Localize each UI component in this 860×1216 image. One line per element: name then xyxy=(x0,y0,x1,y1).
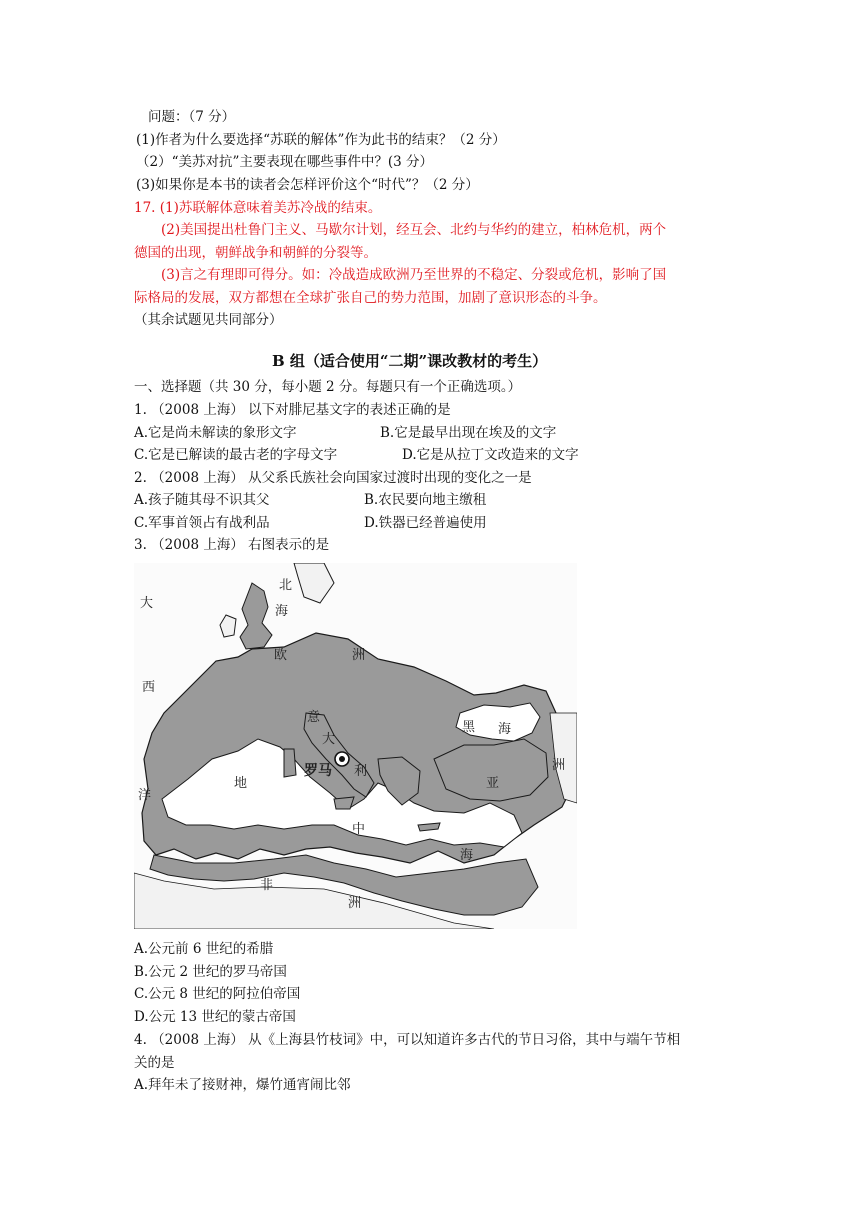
q2-option-a: A.孩子随其母不识其父 xyxy=(134,492,270,508)
roman-empire-map xyxy=(134,563,577,929)
q1-option-c: C.它是已解读的最古老的字母文字 xyxy=(134,447,338,463)
map-label-hei: 黑 xyxy=(462,720,476,735)
map-label-zhou-asia: 洲 xyxy=(552,758,566,773)
q3-stem: 3. （2008 上海） 右图表示的是 xyxy=(134,537,330,553)
map-label-li: 利 xyxy=(354,764,368,779)
q17-item-2: （2）“美苏对抗”主要表现在哪些事件中？(3 分） xyxy=(136,154,434,170)
q17-answer-2: (2)美国提出杜鲁门主义、马歇尔计划，经互会、北约与华约的建立，柏林危机，两个 xyxy=(161,222,667,238)
q2-option-b: B.农民要向地主缴租 xyxy=(364,492,487,508)
section-b-intro: 一、选择题（共 30 分，每小题 2 分。每题只有一个正确选项。） xyxy=(134,379,522,395)
q17-item-1: (1)作者为什么要选择“苏联的解体”作为此书的结束？（2 分） xyxy=(136,132,506,148)
q1-stem: 1. （2008 上海） 以下对腓尼基文字的表述正确的是 xyxy=(134,402,451,418)
q17-answer-4: (3)言之有理即可得分。如：冷战造成欧洲乃至世界的不稳定、分裂或危机，影响了国 xyxy=(161,267,667,283)
q17-answer-5: 际格局的发展，双方都想在全球扩张自己的势力范围，加剧了意识形态的斗争。 xyxy=(134,290,607,306)
map-label-bei: 北 xyxy=(279,578,293,593)
q3-option-c: C.公元 8 世纪的阿拉伯帝国 xyxy=(134,986,301,1002)
map-label-ya: 亚 xyxy=(486,776,500,791)
q17-answer-3: 德国的出现，朝鲜战争和朝鲜的分裂等。 xyxy=(134,245,377,261)
q4-option-a: A.拜年未了接财神，爆竹通宵闹比邻 xyxy=(134,1077,351,1093)
q17-note: （其余试题见共同部分） xyxy=(134,312,283,328)
map-label-da-italy: 大 xyxy=(322,732,336,747)
q3-option-b: B.公元 2 世纪的罗马帝国 xyxy=(134,964,287,980)
q4-stem-line1: 4. （2008 上海） 从《上海县竹枝词》中，可以知道许多古代的节日习俗，其中与端午节相 xyxy=(134,1032,681,1048)
q17-answer-1: 17. (1)苏联解体意味着美苏冷战的结束。 xyxy=(134,200,382,216)
q2-option-c: C.军事首领占有战利品 xyxy=(134,515,270,531)
map-label-da-atlantic: 大 xyxy=(140,596,154,611)
map-label-ou: 欧 xyxy=(274,648,288,663)
map-sicily xyxy=(334,797,354,809)
map-label-zhou-europe: 洲 xyxy=(352,648,366,663)
map-sardinia xyxy=(284,749,296,777)
map-label-di: 地 xyxy=(234,776,248,791)
q1-option-b: B.它是最早出现在埃及的文字 xyxy=(380,425,557,441)
q2-stem: 2. （2008 上海） 从父系氏族社会向国家过渡时出现的变化之一是 xyxy=(134,470,532,486)
q17-item-3: (3)如果你是本书的读者会怎样评价这个“时代”？（2 分） xyxy=(136,177,479,193)
map-label-zhong: 中 xyxy=(352,822,366,837)
section-b-title: B 组（适合使用“二期”课改教材的考生） xyxy=(272,352,548,370)
map-label-xi: 西 xyxy=(142,680,156,695)
map-label-yi: 意 xyxy=(307,710,321,725)
q2-option-d: D.铁器已经普遍使用 xyxy=(364,515,487,531)
map-label-hai-north: 海 xyxy=(275,604,289,619)
map-label-yang: 洋 xyxy=(138,788,152,803)
q1-option-a: A.它是尚未解读的象形文字 xyxy=(134,425,297,441)
map-label-zhou-africa: 洲 xyxy=(348,896,362,911)
q4-stem-line2: 关的是 xyxy=(134,1055,175,1071)
map-label-hai-black: 海 xyxy=(498,722,512,737)
q1-option-d: D.它是从拉丁文改造来的文字 xyxy=(402,447,579,463)
q3-option-d: D.公元 13 世纪的蒙古帝国 xyxy=(134,1009,296,1025)
map-label-rome: 罗马 xyxy=(304,763,332,779)
map-label-hai-med: 海 xyxy=(460,848,474,863)
q3-option-a: A.公元前 6 世纪的希腊 xyxy=(134,941,274,957)
map-label-fei: 非 xyxy=(260,878,274,893)
q17-header: 问题：（7 分） xyxy=(148,109,236,125)
